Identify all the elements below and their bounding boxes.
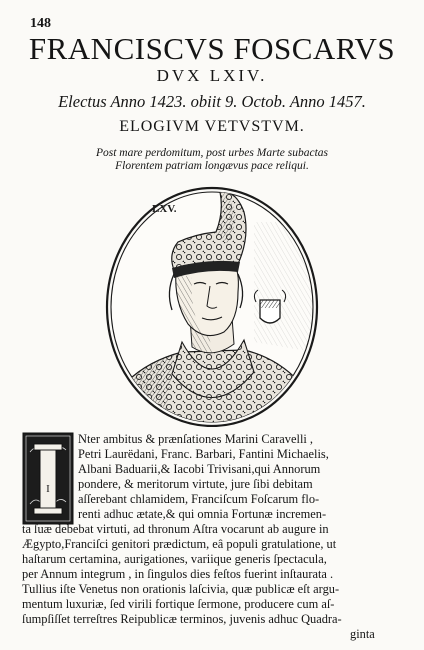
epitaph-line: Post mare perdomitum, post urbes Marte subactas [95, 147, 328, 159]
section-heading: ELOGIVM VETVSTVM. [119, 118, 305, 135]
catchword: ginta [350, 627, 375, 641]
doge-portrait-engraving [104, 182, 320, 427]
text-line: per Annum integrum , in ſingulos dies feſtos fuerint inſtaurata . [22, 567, 334, 581]
page-subtitle: DVX LXIV. [156, 66, 268, 85]
eulogy-text [22, 432, 404, 644]
text-line: mentum luxuriæ, ſed virili fortique ſermone, producere cum aſ- [22, 597, 335, 611]
page-title: FRANCISCVS FOSCARVS [28, 31, 396, 66]
text-line: ta ſuæ debebat virtuti, ad thronum Aſtra vocarunt ab augure in [22, 522, 329, 536]
text-line: Nter ambitus & prænſationes Marini Caravelli , [78, 432, 314, 446]
text-line: Tullius iſte Venetus non orationis laſcivia, quæ publicæ eſt argu- [22, 582, 340, 596]
text-line: aſſerebant chlamidem, Franciſcum Foſcarum flo- [78, 492, 320, 506]
epitaph-line: Florentem patriam longævus pace reliqui. [115, 160, 309, 172]
portrait-label: LXV. [152, 203, 177, 215]
text-line: ſumpſiſſet terreſtres Reipublicæ terminos, juvenis adhuc Quadra- [22, 612, 342, 626]
text-line: renti adhuc ætate,& qui omnia Fortunæ incremen- [78, 507, 327, 521]
text-line: Albani Baduarii,& Iacobi Trivisani,qui Annorum [78, 462, 321, 476]
epitaph [0, 147, 424, 173]
text-line: Petri Laurëdani, Franc. Barbari, Fantini Michaelis, [78, 447, 329, 461]
decorated-initial [22, 432, 74, 525]
initial-letter: I [46, 483, 50, 495]
text-line: haſtarum certamina, aurigationes, variique generis ſpectacula, [22, 552, 327, 566]
page-number: 148 [30, 16, 51, 31]
text-line: Ægypto,Franciſci genitori prædictum, eâ populi gratulatione, ut [22, 537, 337, 551]
reign-dates: Electus Anno 1423. obiit 9. Octob. Anno 1457. [58, 92, 366, 111]
text-line: pondere, & meritorum virtute, jure ſibi debitam [78, 477, 313, 491]
